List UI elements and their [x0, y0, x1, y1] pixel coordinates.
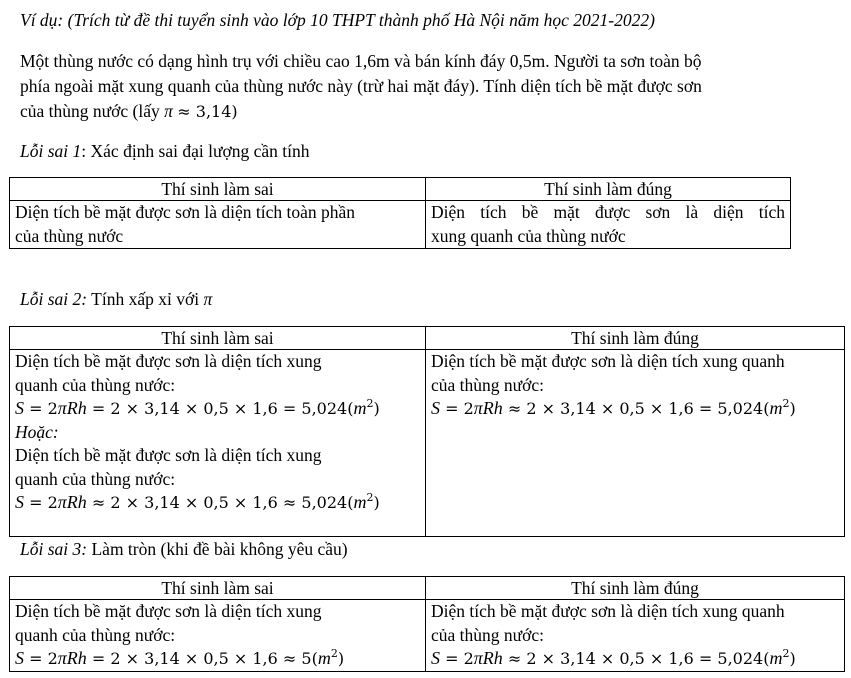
formula: $S = 2\pi Rh = 2 \times 3,14 \times 0,5 \times 1,6 \approx 5(m^2)$ — [15, 647, 345, 668]
problem-line-1: Một thùng nước có dạng hình trụ với chiều cao 1,6m và bán kính đáy 0,5m. Người ta sơn toàn bộ — [20, 51, 702, 71]
right-cell: Diện tích bề mặt được sơn là diện tích xung quanh của thùng nước: $S = 2\pi Rh \approx 2 \times 3,14 \times 0,5 \times 1,6 = 5,024(m^2)$ — [426, 600, 845, 672]
formula: $S = 2\pi Rh = 2 \times 3,14 \times 0,5 \times 1,6 = 5,024(m^2)$ — [15, 397, 380, 418]
formula: $S = 2\pi Rh \approx 2 \times 3,14 \times 0,5 \times 1,6 = 5,024(m^2)$ — [431, 647, 796, 668]
problem-line-3: của thùng nước (lấy π ≈ 3,14) — [20, 101, 238, 121]
example-heading: Ví dụ: (Trích từ đề thi tuyển sinh vào lớp 10 THPT thành phố Hà Nội năm học 2021-2022) — [20, 10, 655, 30]
right-cell: Diện tích bề mặt được sơn là diện tích xung quanh của thùng nước — [426, 201, 791, 249]
wrong-cell: Diện tích bề mặt được sơn là diện tích xung quanh của thùng nước: $S = 2\pi Rh = 2 \times 3,14 \times 0,5 \times 1,6 \approx 5(m^2)$ — [10, 600, 426, 672]
error-1-table — [9, 177, 791, 249]
formula: $S = 2\pi Rh \approx 2 \times 3,14 \times 0,5 \times 1,6 = 5,024(m^2)$ — [431, 397, 796, 418]
error-2-heading: Lỗi sai 2: Tính xấp xỉ với π — [20, 289, 213, 309]
problem-line-2: phía ngoài mặt xung quanh của thùng nước này (trừ hai mặt đáy). Tính diện tích bề mặt được sơn — [20, 76, 702, 96]
col-header-right: Thí sinh làm đúng — [426, 178, 791, 201]
col-header-wrong: Thí sinh làm sai — [10, 327, 426, 350]
col-header-right: Thí sinh làm đúng — [426, 327, 845, 350]
formula: $S = 2\pi Rh \approx 2 \times 3,14 \times 0,5 \times 1,6 \approx 5,024(m^2)$ — [15, 491, 380, 512]
error-2-table — [9, 326, 845, 537]
col-header-wrong: Thí sinh làm sai — [10, 577, 426, 600]
col-header-right: Thí sinh làm đúng — [426, 577, 845, 600]
col-header-wrong: Thí sinh làm sai — [10, 178, 426, 201]
right-cell: Diện tích bề mặt được sơn là diện tích xung quanh của thùng nước: $S = 2\pi Rh \approx 2 \times 3,14 \times 0,5 \times 1,6 = 5,024(m^2)$ — [426, 350, 845, 537]
error-1-heading: Lỗi sai 1: Xác định sai đại lượng cần tính — [20, 141, 310, 161]
wrong-cell: Diện tích bề mặt được sơn là diện tích xung quanh của thùng nước: $S = 2\pi Rh = 2 \times 3,14 \times 0,5 \times 1,6 = 5,024(m^2)$ Hoặc: Diện tích bề mặt được sơn là diện tích xung quanh của thùng nước: $S = 2\pi Rh \approx 2 \times 3,14 \times 0,5 \times 1,6 \approx 5,024(m^2)$ — [10, 350, 426, 537]
error-3-table — [9, 576, 845, 672]
error-3-heading: Lỗi sai 3: Làm tròn (khi đề bài không yêu cầu) — [20, 539, 348, 559]
wrong-cell: Diện tích bề mặt được sơn là diện tích toàn phần của thùng nước — [10, 201, 426, 249]
